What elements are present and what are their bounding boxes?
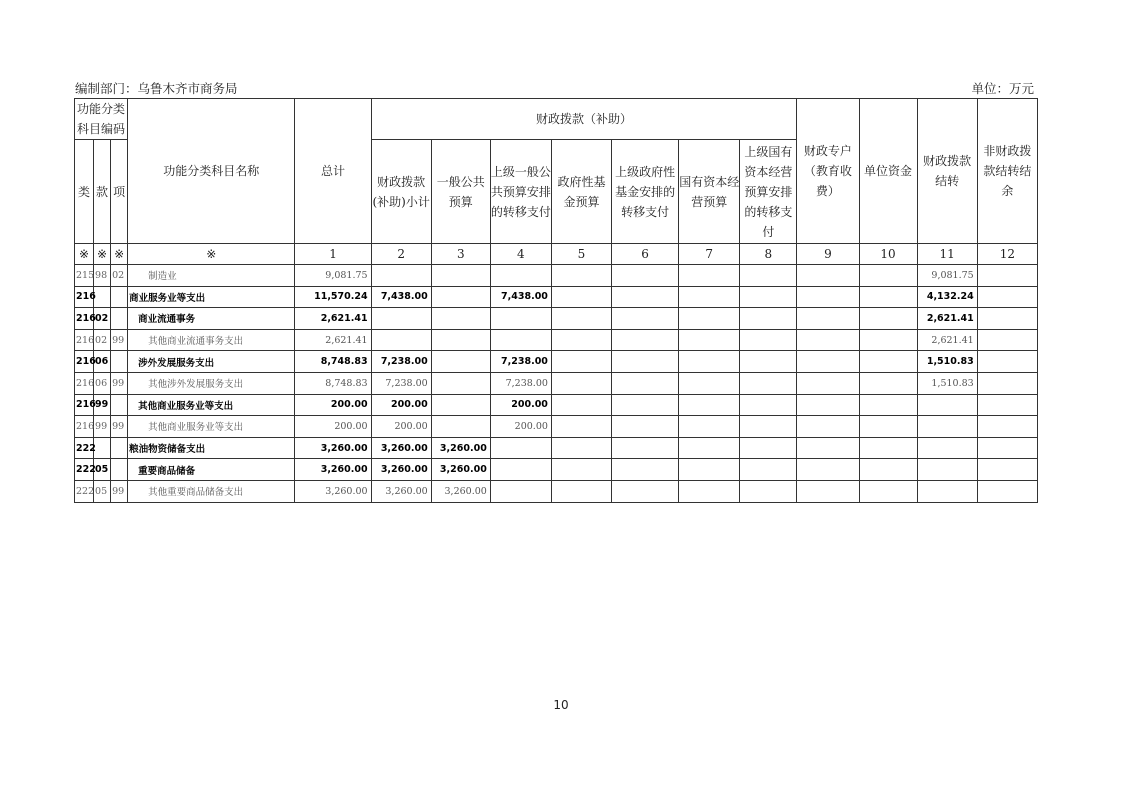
code-lei-cell: 216	[75, 416, 94, 438]
column-index-cell: ※	[111, 244, 128, 265]
amount-cell	[917, 437, 977, 459]
amount-cell	[797, 329, 859, 351]
amount-cell	[612, 329, 679, 351]
subject-name-cell: 商业服务业等支出	[128, 286, 295, 308]
amount-cell	[977, 437, 1037, 459]
code-lei-cell: 222	[75, 437, 94, 459]
header-c6: 上级政府性基金安排的转移支付	[612, 140, 679, 244]
table-row	[75, 416, 1038, 438]
code-kuan-cell: 06	[94, 372, 111, 394]
code-xiang-cell: 99	[111, 480, 128, 502]
header-c9: 财政专户（教育收费）	[797, 99, 859, 244]
amount-cell	[977, 308, 1037, 330]
amount-cell	[740, 286, 797, 308]
amount-cell: 3,260.00	[431, 437, 490, 459]
code-lei-cell: 216	[75, 394, 94, 416]
code-kuan-cell: 02	[94, 308, 111, 330]
column-index-cell: 9	[797, 244, 859, 265]
amount-cell	[612, 265, 679, 287]
amount-cell	[679, 480, 740, 502]
code-kuan-cell	[94, 437, 111, 459]
amount-cell	[371, 308, 431, 330]
amount-cell	[431, 286, 490, 308]
amount-cell	[679, 329, 740, 351]
amount-cell	[797, 459, 859, 481]
amount-cell	[431, 265, 490, 287]
amount-cell: 200.00	[490, 416, 551, 438]
code-xiang-cell	[111, 437, 128, 459]
header-name: 功能分类科目名称	[128, 99, 295, 244]
amount-cell	[679, 265, 740, 287]
amount-cell	[679, 308, 740, 330]
amount-cell	[859, 480, 917, 502]
amount-cell	[371, 329, 431, 351]
amount-cell: 9,081.75	[295, 265, 371, 287]
amount-cell	[612, 351, 679, 373]
column-index-row	[75, 244, 1038, 265]
table-row	[75, 394, 1038, 416]
header-xiang: 项	[111, 140, 128, 244]
header-fiscal-group: 财政拨款（补助）	[371, 99, 797, 140]
subject-name-cell: 商业流通事务	[128, 308, 295, 330]
column-index-cell: ※	[94, 244, 111, 265]
amount-cell	[740, 480, 797, 502]
code-kuan-cell	[94, 286, 111, 308]
amount-cell: 3,260.00	[295, 459, 371, 481]
amount-cell: 2,621.41	[295, 329, 371, 351]
amount-cell: 2,621.41	[917, 308, 977, 330]
amount-cell	[612, 372, 679, 394]
amount-cell	[551, 351, 611, 373]
amount-cell	[977, 286, 1037, 308]
amount-cell	[740, 459, 797, 481]
amount-cell	[797, 265, 859, 287]
amount-cell	[679, 351, 740, 373]
column-index-cell: 11	[917, 244, 977, 265]
amount-cell: 7,438.00	[490, 286, 551, 308]
amount-cell	[977, 329, 1037, 351]
table-row	[75, 372, 1038, 394]
subject-name-cell: 重要商品储备	[128, 459, 295, 481]
amount-cell	[612, 308, 679, 330]
column-index-cell: ※	[75, 244, 94, 265]
subject-name-cell: 制造业	[128, 265, 295, 287]
code-kuan-cell: 06	[94, 351, 111, 373]
amount-cell	[797, 416, 859, 438]
page-number: 10	[553, 698, 569, 712]
amount-cell	[431, 308, 490, 330]
amount-cell: 3,260.00	[371, 459, 431, 481]
amount-cell	[859, 372, 917, 394]
amount-cell: 7,438.00	[371, 286, 431, 308]
budget-table	[74, 98, 1038, 503]
table-row	[75, 437, 1038, 459]
amount-cell	[612, 394, 679, 416]
code-lei-cell: 216	[75, 372, 94, 394]
amount-cell: 8,748.83	[295, 372, 371, 394]
amount-cell	[977, 459, 1037, 481]
code-lei-cell: 216	[75, 308, 94, 330]
amount-cell	[917, 480, 977, 502]
amount-cell: 7,238.00	[371, 351, 431, 373]
amount-cell: 4,132.24	[917, 286, 977, 308]
code-lei-cell: 222	[75, 480, 94, 502]
amount-cell: 200.00	[490, 394, 551, 416]
header-c2: 财政拨款(补助)小计	[371, 140, 431, 244]
amount-cell: 8,748.83	[295, 351, 371, 373]
amount-cell	[797, 286, 859, 308]
amount-cell	[917, 394, 977, 416]
amount-cell	[612, 437, 679, 459]
amount-cell	[740, 308, 797, 330]
subject-name-cell: 粮油物资储备支出	[128, 437, 295, 459]
amount-cell	[740, 394, 797, 416]
code-kuan-cell: 02	[94, 329, 111, 351]
amount-cell: 200.00	[295, 416, 371, 438]
code-kuan-cell: 99	[94, 394, 111, 416]
code-lei-cell: 216	[75, 286, 94, 308]
code-lei-cell: 216	[75, 329, 94, 351]
amount-cell	[679, 416, 740, 438]
amount-cell	[859, 416, 917, 438]
amount-cell	[431, 329, 490, 351]
amount-cell	[740, 329, 797, 351]
amount-cell: 7,238.00	[371, 372, 431, 394]
code-xiang-cell: 02	[111, 265, 128, 287]
code-kuan-cell: 05	[94, 459, 111, 481]
amount-cell	[371, 265, 431, 287]
amount-cell: 7,238.00	[490, 372, 551, 394]
amount-cell	[859, 308, 917, 330]
table-body	[75, 265, 1038, 503]
code-lei-cell: 216	[75, 351, 94, 373]
table-row	[75, 480, 1038, 502]
table-row	[75, 265, 1038, 287]
column-index-cell: 12	[977, 244, 1037, 265]
amount-cell	[740, 437, 797, 459]
amount-cell	[977, 480, 1037, 502]
table-row	[75, 308, 1038, 330]
header-c7: 国有资本经营预算	[679, 140, 740, 244]
amount-cell: 200.00	[371, 416, 431, 438]
amount-cell	[740, 351, 797, 373]
amount-cell: 3,260.00	[431, 459, 490, 481]
header-c10: 单位资金	[859, 99, 917, 244]
amount-cell	[679, 372, 740, 394]
amount-cell	[490, 265, 551, 287]
amount-cell: 1,510.83	[917, 372, 977, 394]
amount-cell: 9,081.75	[917, 265, 977, 287]
column-index-cell: ※	[128, 244, 295, 265]
amount-cell	[859, 459, 917, 481]
amount-cell	[490, 308, 551, 330]
code-kuan-cell: 05	[94, 480, 111, 502]
amount-cell	[740, 265, 797, 287]
amount-cell	[977, 372, 1037, 394]
amount-cell: 2,621.41	[917, 329, 977, 351]
amount-cell: 200.00	[295, 394, 371, 416]
code-xiang-cell	[111, 308, 128, 330]
code-lei-cell: 222	[75, 459, 94, 481]
amount-cell	[551, 416, 611, 438]
header-code-group: 功能分类科目编码	[75, 99, 128, 140]
amount-cell	[612, 459, 679, 481]
amount-cell	[490, 480, 551, 502]
amount-cell	[917, 416, 977, 438]
column-index-cell: 6	[612, 244, 679, 265]
subject-name-cell: 涉外发展服务支出	[128, 351, 295, 373]
amount-cell	[431, 351, 490, 373]
amount-cell: 1,510.83	[917, 351, 977, 373]
amount-cell	[797, 372, 859, 394]
amount-cell	[551, 286, 611, 308]
amount-cell	[797, 437, 859, 459]
amount-cell	[859, 437, 917, 459]
unit-label: 单位：万元	[971, 81, 1034, 96]
header-c5: 政府性基金预算	[551, 140, 611, 244]
amount-cell: 3,260.00	[371, 437, 431, 459]
amount-cell: 3,260.00	[295, 480, 371, 502]
header-total: 总计	[295, 99, 371, 244]
header-c3: 一般公共预算	[431, 140, 490, 244]
amount-cell	[551, 372, 611, 394]
amount-cell: 11,570.24	[295, 286, 371, 308]
amount-cell	[431, 416, 490, 438]
code-xiang-cell: 99	[111, 329, 128, 351]
amount-cell	[612, 416, 679, 438]
table-row	[75, 459, 1038, 481]
amount-cell	[740, 416, 797, 438]
code-xiang-cell	[111, 351, 128, 373]
amount-cell	[679, 286, 740, 308]
amount-cell	[977, 265, 1037, 287]
amount-cell	[797, 480, 859, 502]
subject-name-cell: 其他重要商品储备支出	[128, 480, 295, 502]
amount-cell	[551, 308, 611, 330]
amount-cell	[679, 394, 740, 416]
amount-cell	[977, 394, 1037, 416]
code-xiang-cell	[111, 286, 128, 308]
amount-cell	[797, 351, 859, 373]
amount-cell	[859, 286, 917, 308]
amount-cell	[977, 351, 1037, 373]
code-lei-cell: 215	[75, 265, 94, 287]
amount-cell	[679, 459, 740, 481]
amount-cell	[859, 394, 917, 416]
amount-cell	[797, 394, 859, 416]
amount-cell: 2,621.41	[295, 308, 371, 330]
amount-cell	[551, 265, 611, 287]
column-index-cell: 4	[490, 244, 551, 265]
amount-cell	[551, 480, 611, 502]
department-label: 编制部门：乌鲁木齐市商务局	[75, 81, 238, 96]
header-c12: 非财政拨款结转结余	[977, 99, 1037, 244]
subject-name-cell: 其他商业服务业等支出	[128, 416, 295, 438]
table-row	[75, 286, 1038, 308]
column-index-cell: 1	[295, 244, 371, 265]
amount-cell	[431, 394, 490, 416]
amount-cell: 3,260.00	[371, 480, 431, 502]
amount-cell: 3,260.00	[295, 437, 371, 459]
code-xiang-cell: 99	[111, 372, 128, 394]
amount-cell	[612, 480, 679, 502]
amount-cell	[859, 265, 917, 287]
amount-cell	[431, 372, 490, 394]
amount-cell	[859, 351, 917, 373]
code-xiang-cell	[111, 459, 128, 481]
amount-cell	[917, 459, 977, 481]
subject-name-cell: 其他商业服务业等支出	[128, 394, 295, 416]
amount-cell	[797, 308, 859, 330]
header-kuan: 款	[94, 140, 111, 244]
table-row	[75, 351, 1038, 373]
amount-cell	[740, 372, 797, 394]
amount-cell: 3,260.00	[431, 480, 490, 502]
amount-cell	[977, 416, 1037, 438]
amount-cell	[490, 459, 551, 481]
amount-cell	[490, 329, 551, 351]
amount-cell	[490, 437, 551, 459]
code-xiang-cell	[111, 394, 128, 416]
column-index-cell: 7	[679, 244, 740, 265]
amount-cell	[612, 286, 679, 308]
amount-cell	[551, 459, 611, 481]
header-c4: 上级一般公共预算安排的转移支付	[490, 140, 551, 244]
amount-cell	[679, 437, 740, 459]
column-index-cell: 10	[859, 244, 917, 265]
column-index-cell: 2	[371, 244, 431, 265]
amount-cell	[551, 394, 611, 416]
table-row	[75, 329, 1038, 351]
column-index-cell: 8	[740, 244, 797, 265]
header-lei: 类	[75, 140, 94, 244]
amount-cell	[551, 329, 611, 351]
amount-cell	[551, 437, 611, 459]
code-kuan-cell: 98	[94, 265, 111, 287]
header-c11: 财政拨款结转	[917, 99, 977, 244]
column-index-cell: 3	[431, 244, 490, 265]
code-kuan-cell: 99	[94, 416, 111, 438]
column-index-cell: 5	[551, 244, 611, 265]
subject-name-cell: 其他涉外发展服务支出	[128, 372, 295, 394]
header-c8: 上级国有资本经营预算安排的转移支付	[740, 140, 797, 244]
amount-cell: 200.00	[371, 394, 431, 416]
subject-name-cell: 其他商业流通事务支出	[128, 329, 295, 351]
amount-cell: 7,238.00	[490, 351, 551, 373]
code-xiang-cell: 99	[111, 416, 128, 438]
amount-cell	[859, 329, 917, 351]
